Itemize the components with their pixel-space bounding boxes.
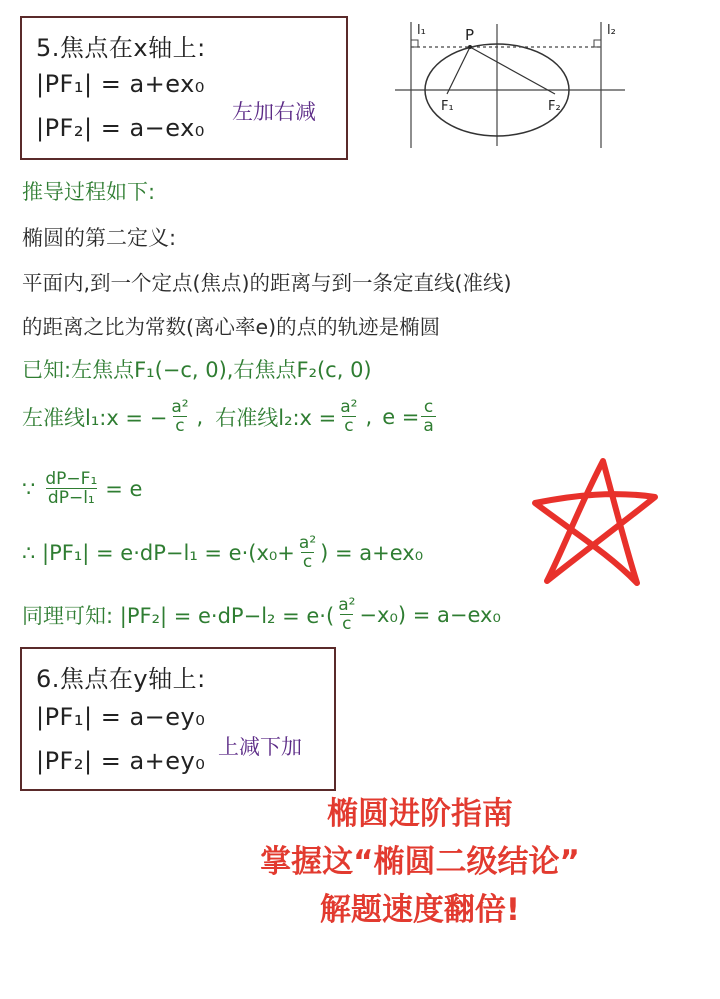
directrix-right: 右准线l₂:x = [215, 405, 337, 430]
ratio-line [22, 470, 142, 507]
definition-line-2: 的距离之比为常数(离心率e)的点的轨迹是椭圆 [22, 315, 441, 339]
frac-a2-c-pf1: $\frac{\text{a²}}{c}$ [298, 533, 317, 572]
box5-pf2: |PF₂| = a−ex₀ [36, 114, 205, 142]
known-foci: 已知:左焦点F₁(−c, 0),右焦点F₂(c, 0) [22, 358, 372, 382]
label-f1: F₁ [441, 99, 454, 114]
label-l2: l₂ [607, 23, 616, 38]
directrix-left: 左准线l₁:x = − [22, 405, 168, 430]
box5-title: 5.焦点在x轴上: [36, 34, 206, 62]
box6-title: 6.焦点在y轴上: [36, 665, 206, 693]
pf2-derivation: 同理可知: |PF₂| = e·dP−l₂ = e·( $\frac{\text{a²}}{c}$ −x₀) = a−ex₀ [22, 595, 501, 634]
box5-note: 左加右减 [232, 100, 316, 124]
box-focus-x-axis [20, 16, 348, 160]
frac-a2-c-pf2: $\frac{\text{a²}}{c}$ [338, 595, 356, 634]
frac-distance-ratio: $\frac{\text{dP−F₁}}{\text{dP−l₁}}$ [45, 469, 98, 508]
frac-a2-c-right: $\frac{\text{a²}}{c}$ [340, 397, 358, 436]
label-p: P [465, 26, 475, 44]
box6-pf2: |PF₂| = a+ey₀ [36, 747, 206, 775]
pf1-derivation: ∴ |PF₁| = e·dP−l₁ = e·(x₀+ $\frac{\text{a²}}{c}$ ) = a+ex₀ [22, 533, 424, 572]
headline-line-1: 椭圆进阶指南 [327, 796, 513, 832]
headline-line-2: 掌握这“椭圆二级结论” [260, 844, 580, 880]
frac-a2-c-left: $\frac{\text{a²}}{c}$ [171, 397, 189, 436]
box6-note: 上减下加 [218, 735, 302, 759]
eccentricity: e = [382, 404, 420, 429]
definition-line-1: 平面内,到一个定点(焦点)的距离与到一条定直线(准线) [22, 271, 512, 295]
red-star-doodle [515, 455, 665, 590]
label-l1: l₁ [417, 23, 426, 38]
definition-title: 椭圆的第二定义: [22, 226, 177, 250]
ratio-equals-e: = e [105, 476, 143, 501]
label-f2: F₂ [548, 99, 561, 114]
box5-pf1: |PF₁| = a+ex₀ [36, 70, 205, 98]
because-symbol: ∵ [22, 476, 36, 501]
frac-c-a: $\frac{c}{a}$ [423, 397, 434, 436]
headline-line-3: 解题速度翻倍! [319, 892, 521, 928]
directrix-line: 左准线l₁:x = − $\frac{\text{a²}}{c}$ , 右准线l₂:x = $\frac{\text{a²}}{c}$ , e = $\frac{c}{a}$ [22, 397, 434, 436]
derivation-heading: 推导过程如下: [22, 180, 156, 204]
box6-pf1: |PF₁| = a−ey₀ [36, 703, 206, 731]
box-focus-y-axis [20, 647, 336, 791]
ellipse-diagram [395, 14, 635, 154]
